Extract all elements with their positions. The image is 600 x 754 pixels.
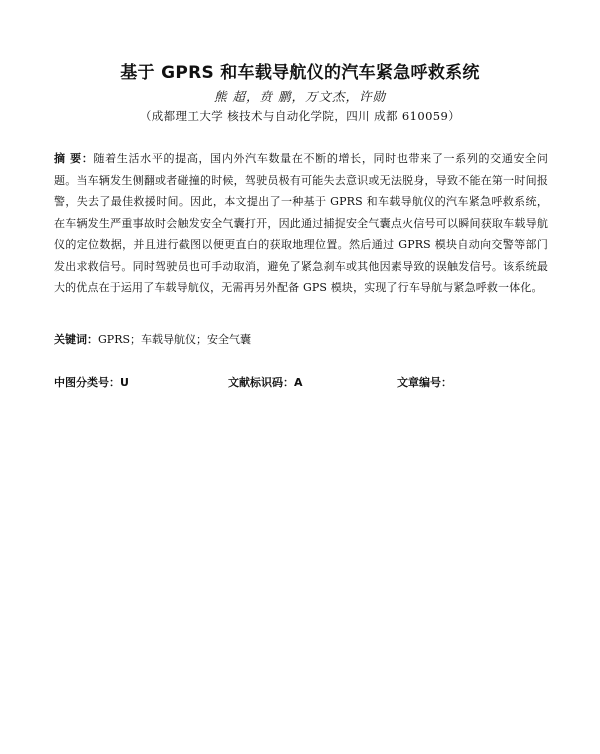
abstract-text: 随着生活水平的提高，国内外汽车数量在不断的增长，同时也带来了一系列的交通安全问题。当车辆发生侧翻或者碰撞的时候，驾驶员极有可能失去意识或无法脱身，导致不能在第一时间报警，失去了最佳救援时间。因此，本文提出了一种基于 GPRS 和车载导航仪的汽车紧急呼救系统，在车辆发生严重事故时会触发安全气囊打开，因此通过捕捉安全气囊点火信号可以瞬间获取车载导航仪的定位数据，并且进行截图以便更直白的获取地理位置。然后通过 GPRS 模块自动向交警等部门发出求救信号。同时驾驶员也可手动取消，避免了紧急刹车或其他因素导致的误触发信号。该系统最大的优点在于运用了车载导航仪，无需再另外配备 GPS 模块，实现了行车导航与紧急呼救一体化。 [54, 152, 548, 294]
clc-number [54, 374, 129, 390]
paper-title: 基于 GPRS 和车载导航仪的汽车紧急呼救系统 [120, 63, 480, 83]
article-number-label: 文章编号： [397, 376, 452, 389]
keywords-block [54, 331, 548, 347]
document-code-value: A [294, 376, 303, 389]
clc-label: 中图分类号： [54, 376, 120, 389]
keywords-text: GPRS；车载导航仪；安全气囊 [98, 333, 252, 346]
clc-value: U [120, 376, 129, 389]
document-code [228, 374, 303, 390]
classification-row [54, 374, 548, 390]
document-code-label: 文献标识码： [228, 376, 294, 389]
paper-authors: 熊 超，贲 鹏，万文杰，许勋 [214, 89, 386, 104]
article-number [397, 374, 452, 390]
abstract-block [54, 148, 548, 299]
abstract-label: 摘 要： [54, 152, 94, 165]
keywords-label: 关键词： [54, 333, 98, 346]
paper-affiliation: （成都理工大学 核技术与自动化学院，四川 成都 610059） [139, 109, 461, 123]
